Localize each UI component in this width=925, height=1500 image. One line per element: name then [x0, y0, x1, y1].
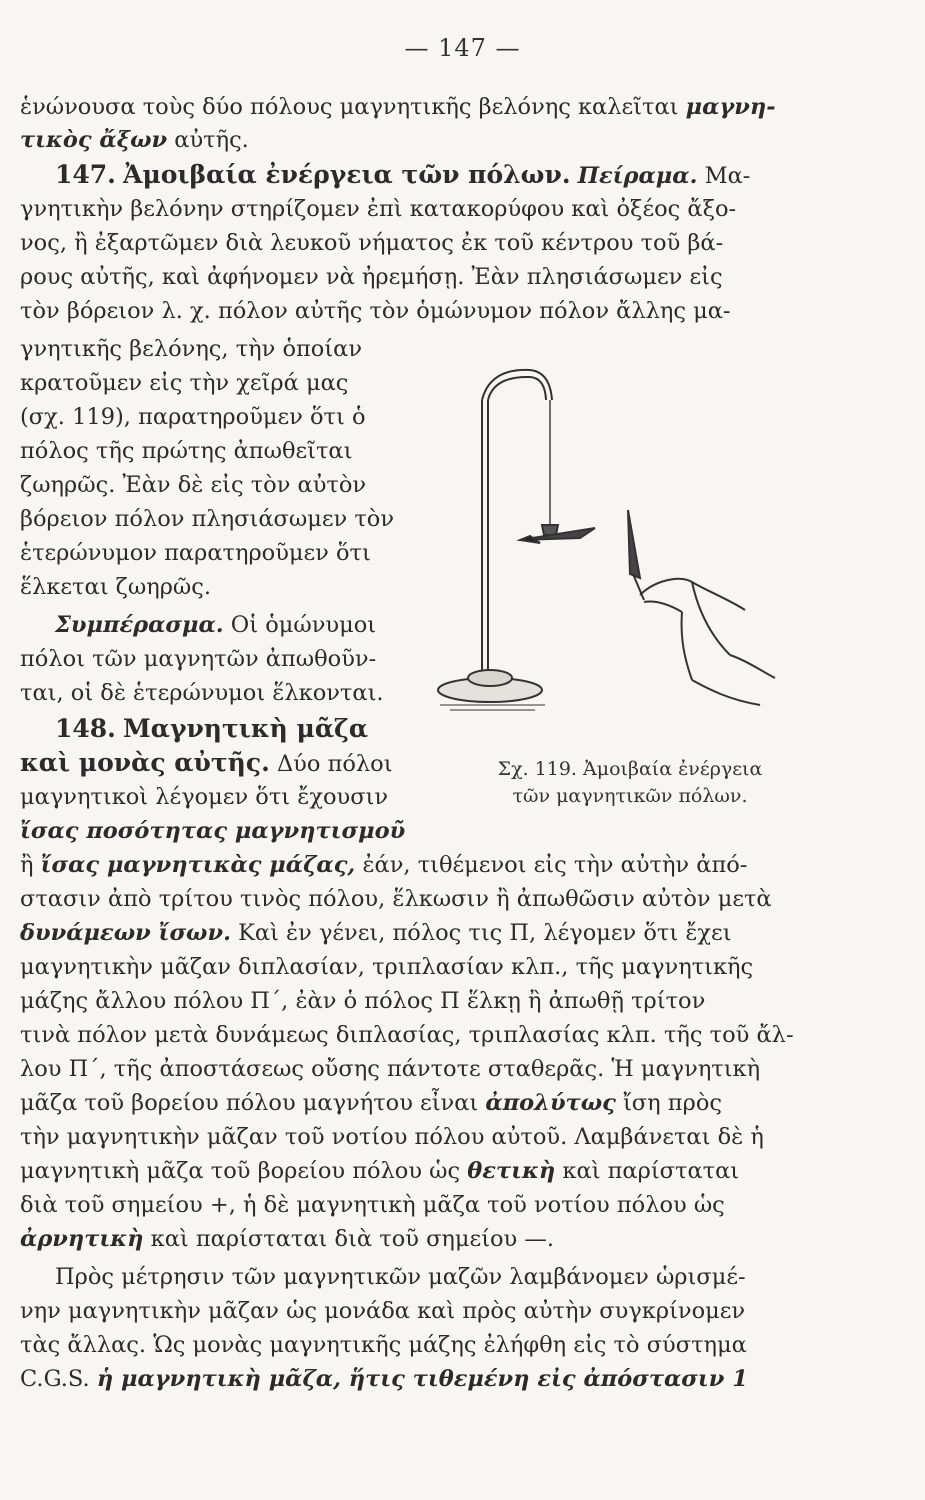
text-line: τὸν βόρειον λ. χ. πόλον αὐτῆς τὸν ὁμώνυμον πόλον ἄλλης μα- — [20, 298, 731, 324]
figure-119-illustration — [430, 360, 790, 740]
text-line: C.G.S. ἡ μαγνητικὴ μᾶζα, ἥτις τιθεμένη εἰς ἀπόστασιν 1 — [20, 1366, 748, 1392]
text-line: ἴσας ποσότητας μαγνητισμοῦ — [20, 818, 406, 844]
text-line: ἀρνητικὴ καὶ παρίσταται διὰ τοῦ σημείου —. — [20, 1226, 555, 1252]
text-line: βόρειον πόλον πλησιάσωμεν τὸν — [20, 506, 394, 532]
text-line: ρους αὐτῆς, καὶ ἀφήνομεν νὰ ἠρεμήσῃ. Ἐὰν πλησιάσωμεν εἰς — [20, 264, 723, 290]
page-number: — 147 — — [404, 34, 521, 62]
text-line: λου Π΄, τῆς ἀποστάσεως οὔσης πάντοτε σταθερᾶς. Ἡ μαγνητικὴ — [20, 1056, 761, 1082]
text-line: γνητικὴν βελόνην στηρίζομεν ἐπὶ κατακορύφου καὶ ὀξέος ἄξο- — [20, 196, 737, 222]
text-line: νος, ἢ ἐξαρτῶμεν διὰ λευκοῦ νήματος ἐκ τοῦ κέντρου τοῦ βά- — [20, 230, 724, 256]
text-line: Πρὸς μέτρησιν τῶν μαγνητικῶν μαζῶν λαμβάνομεν ὡρισμέ- — [55, 1264, 746, 1290]
text-line: διὰ τοῦ σημείου +, ἡ δὲ μαγνητικὴ μᾶζα τοῦ νοτίου πόλου ὡς — [20, 1192, 725, 1218]
figure-caption: Σχ. 119. Ἀμοιβαία ἐνέργεια τῶν μαγνητικῶν πόλων. — [497, 758, 763, 807]
text-line: νην μαγνητικὴν μᾶζαν ὡς μονάδα καὶ πρὸς αὐτὴν συγκρίνομεν — [20, 1298, 746, 1324]
text-line: ἑνώνουσα τοὺς δύο πόλους μαγνητικῆς βελόνης καλεῖται μαγνη- — [20, 94, 776, 120]
magnet-experiment-drawing — [430, 360, 790, 740]
text-line: τὰς ἄλλας. Ὡς μονὰς μαγνητικῆς μάζης ἐλήφθη εἰς τὸ σύστημα — [20, 1332, 747, 1358]
text-line: μαγνητικὴν μᾶζαν διπλασίαν, τριπλασίαν κλπ., τῆς μαγνητικῆς — [20, 954, 754, 980]
text-line: στασιν ἀπὸ τρίτου τινὸς πόλου, ἕλκωσιν ἢ ἀπωθῶσιν αὐτὸν μετὰ — [20, 886, 772, 912]
text-line: ζωηρῶς. Ἐὰν δὲ εἰς τὸν αὐτὸν — [20, 472, 367, 498]
text-line: πόλοι τῶν μαγνητῶν ἀπωθοῦν- — [20, 646, 377, 672]
text-line: καὶ μονὰς αὐτῆς. Δύο πόλοι — [20, 748, 393, 777]
text-line: κρατοῦμεν εἰς τὴν χεῖρά μας — [20, 370, 349, 396]
text-line: τινὰ πόλον μετὰ δυνάμεως διπλασίας, τριπλασίας κλπ. τῆς τοῦ ἄλ- — [20, 1022, 794, 1048]
text-line: ἕλκεται ζωηρῶς. — [20, 574, 212, 600]
text-line: πόλος τῆς πρώτης ἀπωθεῖται — [20, 438, 353, 464]
text-line: ἢ ἴσας μαγνητικὰς μάζας, ἐάν, τιθέμενοι εἰς τὴν αὐτὴν ἀπό- — [20, 852, 748, 878]
text-line: μάζης ἄλλου πόλου Π΄, ἐὰν ὁ πόλος Π ἕλκῃ ἢ ἀπωθῇ τρίτον — [20, 988, 706, 1014]
text-line: δυνάμεων ἴσων. Καὶ ἐν γένει, πόλος τις Π, λέγομεν ὅτι ἔχει — [20, 920, 732, 946]
text-line: ἑτερώνυμον παρατηροῦμεν ὅτι — [20, 540, 371, 566]
text-line: μᾶζα τοῦ βορείου πόλου μαγνήτου εἶναι ἀπολύτως ἴση πρὸς — [20, 1090, 722, 1116]
text-line: γνητικῆς βελόνης, τὴν ὁποίαν — [20, 336, 363, 362]
text-line: τικὸς ἄξων αὐτῆς. — [20, 127, 249, 153]
conclusion-line: Συμπέρασμα. Οἱ ὁμώνυμοι — [55, 612, 377, 638]
text-line: (σχ. 119), παρατηροῦμεν ὅτι ὁ — [20, 404, 366, 430]
text-line: τὴν μαγνητικὴν μᾶζαν τοῦ νοτίου πόλου αὐτοῦ. Λαμβάνεται δὲ ἡ — [20, 1124, 764, 1150]
section-148-heading: 148. Μαγνητικὴ μᾶζα — [55, 714, 369, 743]
section-147-heading: 147. Ἀμοιβαία ἐνέργεια τῶν πόλων. Πείραμα. Μα- — [55, 160, 751, 189]
text-line: ται, οἱ δὲ ἑτερώνυμοι ἕλκονται. — [20, 680, 384, 706]
text-line: μαγνητικοὶ λέγομεν ὅτι ἔχουσιν — [20, 784, 389, 810]
text-line: μαγνητικὴ μᾶζα τοῦ βορείου πόλου ὡς θετικὴ καὶ παρίσταται — [20, 1158, 740, 1184]
